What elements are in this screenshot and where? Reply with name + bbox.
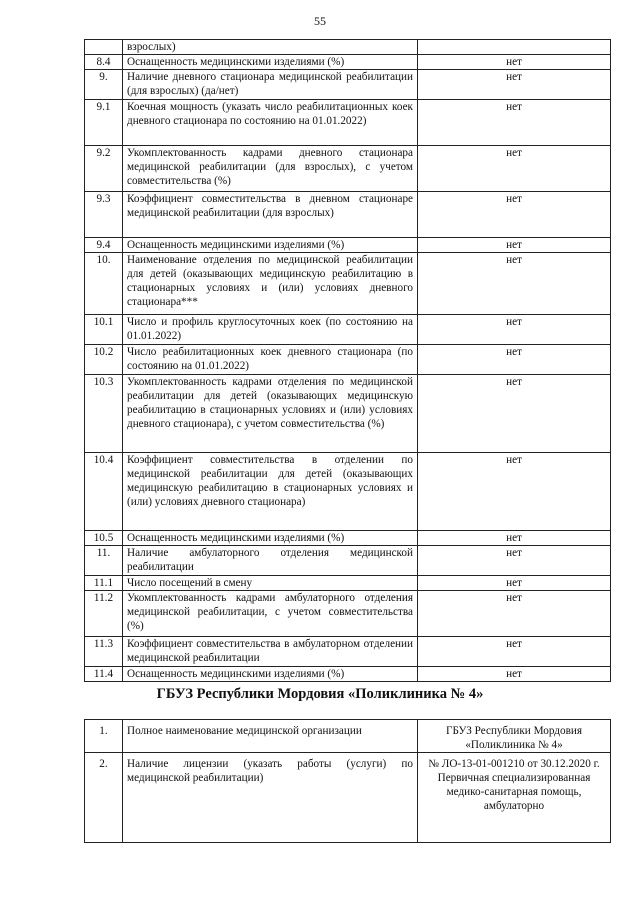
row-number-cell: 9.3 xyxy=(85,192,123,238)
row-value-cell: нет xyxy=(418,667,611,682)
row-description-cell: Наличие лицензии (указать работы (услуги) по медицинской реабилитации) xyxy=(123,753,418,843)
row-value-cell: нет xyxy=(418,315,611,345)
row-value-cell: нет xyxy=(418,375,611,453)
row-number-cell xyxy=(85,40,123,55)
row-description-cell: Наличие дневного стационара медицинской реабилитации (для взрослых) (да/нет) xyxy=(123,70,418,100)
indicators-table xyxy=(84,39,611,682)
row-value-cell: нет xyxy=(418,591,611,637)
row-description-cell: Число и профиль круглосуточных коек (по состоянию на 01.01.2022) xyxy=(123,315,418,345)
table-row xyxy=(85,40,611,55)
row-description-cell: взрослых) xyxy=(123,40,418,55)
row-value-cell: нет xyxy=(418,253,611,315)
table-row xyxy=(85,720,611,753)
row-number-cell: 9. xyxy=(85,70,123,100)
row-description-cell: Наличие амбулаторного отделения медицинской реабилитации xyxy=(123,546,418,576)
row-number-cell: 10.2 xyxy=(85,345,123,375)
row-number-cell: 2. xyxy=(85,753,123,843)
row-description-cell: Коечная мощность (указать число реабилитационных коек дневного стационара по состоянию на 01.01.2022) xyxy=(123,100,418,146)
section-heading: ГБУЗ Республики Мордовия «Поликлиника № 4» xyxy=(156,686,484,702)
table-row xyxy=(85,146,611,192)
indicators-table-body xyxy=(85,40,611,682)
row-description-cell: Укомплектованность кадрами отделения по медицинской реабилитации для детей (оказывающих медицинскую реабилитацию в стационарных условиях и (или) условиях дневного стационара), с учетом совместительства (%) xyxy=(123,375,418,453)
row-description-cell: Оснащенность медицинскими изделиями (%) xyxy=(123,531,418,546)
row-description-cell: Число реабилитационных коек дневного стационара (по состоянию на 01.01.2022) xyxy=(123,345,418,375)
row-value-cell: нет xyxy=(418,192,611,238)
row-value-cell: нет xyxy=(418,576,611,591)
row-value-cell: № ЛО-13-01-001210 от 30.12.2020 г. Первичная специализированная медико-санитарная помощь, амбулаторно xyxy=(418,753,611,843)
row-description-cell: Число посещений в смену xyxy=(123,576,418,591)
row-value-cell: ГБУЗ Республики Мордовия «Поликлиника № 4» xyxy=(418,720,611,753)
row-number-cell: 11. xyxy=(85,546,123,576)
table-row xyxy=(85,238,611,253)
row-number-cell: 11.2 xyxy=(85,591,123,637)
row-description-cell: Укомплектованность кадрами дневного стационара медицинской реабилитации (для взрослых), с учетом совместительства (%) xyxy=(123,146,418,192)
table-row xyxy=(85,345,611,375)
table-row xyxy=(85,100,611,146)
row-value-cell: нет xyxy=(418,55,611,70)
row-number-cell: 10.1 xyxy=(85,315,123,345)
row-description-cell: Укомплектованность кадрами амбулаторного отделения медицинской реабилитации, с учетом совместительства (%) xyxy=(123,591,418,637)
row-value-cell xyxy=(418,40,611,55)
row-number-cell: 8.4 xyxy=(85,55,123,70)
page-number: 55 xyxy=(314,14,326,28)
row-number-cell: 11.1 xyxy=(85,576,123,591)
row-number-cell: 11.4 xyxy=(85,667,123,682)
table-row xyxy=(85,637,611,667)
row-description-cell: Коэффициент совместительства в дневном стационаре медицинской реабилитации (для взрослых) xyxy=(123,192,418,238)
table-row xyxy=(85,253,611,315)
row-number-cell: 9.1 xyxy=(85,100,123,146)
row-description-cell: Наименование отделения по медицинской реабилитации для детей (оказывающих медицинскую реабилитацию в стационарных условиях и (или) условиях дневного стационара*** xyxy=(123,253,418,315)
row-value-cell: нет xyxy=(418,70,611,100)
table-row xyxy=(85,591,611,637)
row-number-cell: 1. xyxy=(85,720,123,753)
row-value-cell: нет xyxy=(418,146,611,192)
row-value-cell: нет xyxy=(418,345,611,375)
row-value-cell: нет xyxy=(418,531,611,546)
table-row xyxy=(85,576,611,591)
row-description-cell: Оснащенность медицинскими изделиями (%) xyxy=(123,55,418,70)
table-row xyxy=(85,453,611,531)
row-value-cell: нет xyxy=(418,100,611,146)
row-description-cell: Коэффициент совместительства в отделении по медицинской реабилитации для детей (оказывающих медицинскую реабилитацию в стационарных условиях и (или) условиях дневного стационара) xyxy=(123,453,418,531)
table-row xyxy=(85,55,611,70)
table-row xyxy=(85,375,611,453)
organization-table xyxy=(84,719,611,843)
row-number-cell: 11.3 xyxy=(85,637,123,667)
table-row xyxy=(85,753,611,843)
organization-table-body xyxy=(85,720,611,843)
row-number-cell: 10.3 xyxy=(85,375,123,453)
row-number-cell: 10.4 xyxy=(85,453,123,531)
table-row xyxy=(85,667,611,682)
row-value-cell: нет xyxy=(418,453,611,531)
table-row xyxy=(85,315,611,345)
table-row xyxy=(85,531,611,546)
row-number-cell: 9.4 xyxy=(85,238,123,253)
row-value-cell: нет xyxy=(418,546,611,576)
row-value-cell: нет xyxy=(418,238,611,253)
row-number-cell: 10. xyxy=(85,253,123,315)
row-description-cell: Оснащенность медицинскими изделиями (%) xyxy=(123,667,418,682)
row-number-cell: 9.2 xyxy=(85,146,123,192)
row-value-cell: нет xyxy=(418,637,611,667)
table-row xyxy=(85,546,611,576)
table-row xyxy=(85,70,611,100)
row-description-cell: Полное наименование медицинской организации xyxy=(123,720,418,753)
row-number-cell: 10.5 xyxy=(85,531,123,546)
row-description-cell: Оснащенность медицинскими изделиями (%) xyxy=(123,238,418,253)
row-description-cell: Коэффициент совместительства в амбулаторном отделении медицинской реабилитации xyxy=(123,637,418,667)
table-row xyxy=(85,192,611,238)
